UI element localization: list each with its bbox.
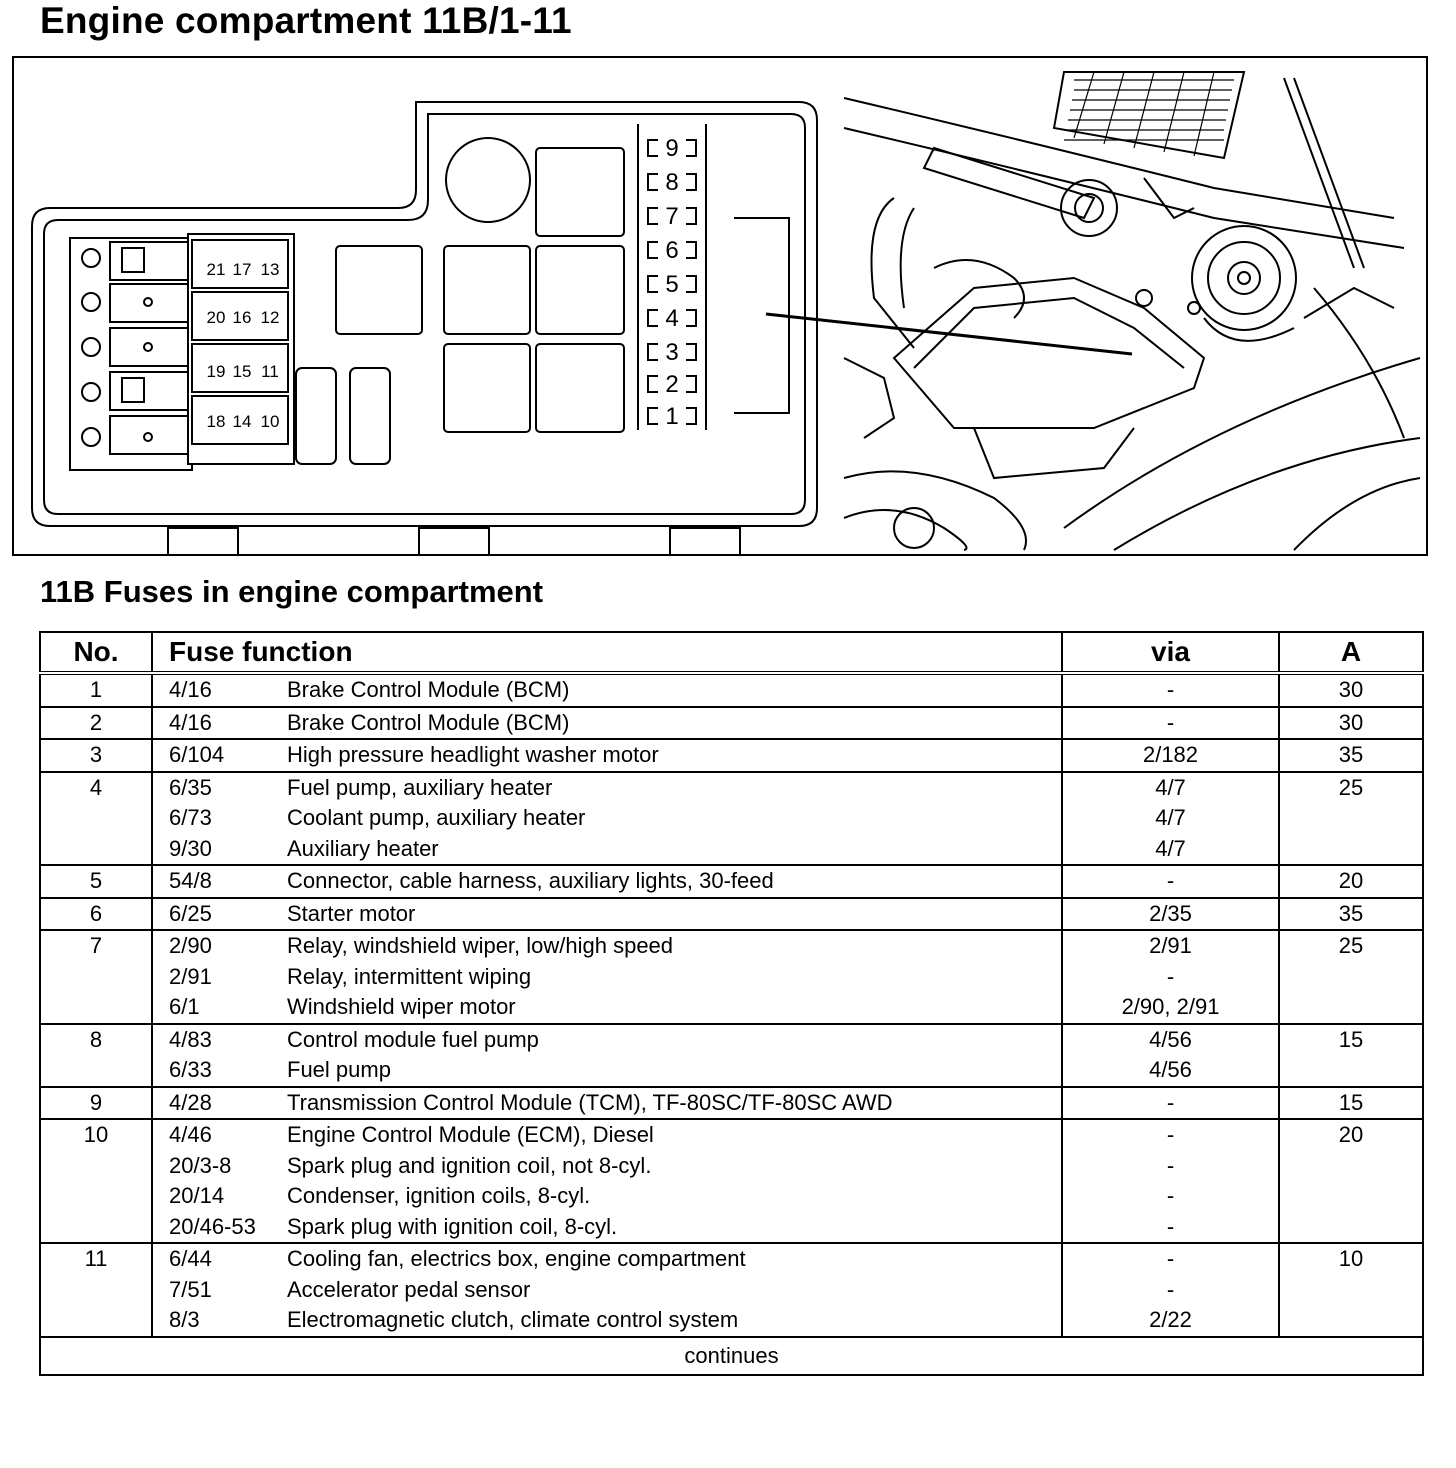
relay (536, 148, 624, 236)
fuse-function (152, 1024, 1062, 1087)
fuse-number-text: 7 (89, 933, 103, 958)
table-row (40, 1087, 1423, 1120)
fuse-box-outline (32, 102, 817, 526)
header-amps: A (1279, 632, 1423, 673)
table-row (40, 1243, 1423, 1337)
component-code: 20/3-8 (169, 1152, 232, 1178)
component-code: 6/1 (169, 994, 200, 1019)
fuse-via (1062, 1243, 1279, 1337)
fuse-number (40, 739, 152, 772)
component-description: Spark plug with ignition coil, 8-cyl. (287, 1213, 618, 1239)
function-line (153, 866, 1061, 897)
via-value: - (1166, 709, 1175, 735)
fuse-number (40, 898, 152, 931)
relay-label: 14 (232, 412, 252, 431)
component-description: Fuel pump (287, 1057, 391, 1082)
component-code: 9/30 (169, 835, 212, 861)
via-value: - (1166, 1183, 1175, 1208)
fuse-via (1062, 772, 1279, 866)
component-code: 6/33 (169, 1057, 212, 1082)
component-code: 4/16 (169, 709, 212, 735)
function-line (153, 1305, 1061, 1336)
component-code: 6/73 (169, 805, 212, 830)
fuse-via (1062, 673, 1279, 707)
component-code: 4/83 (169, 1026, 212, 1052)
function-line (153, 1275, 1061, 1306)
fuse-label: 4 (665, 305, 679, 332)
fuse-number (40, 865, 152, 898)
fuse-amperage (1279, 1119, 1423, 1243)
amperage-value: 15 (1338, 1089, 1364, 1115)
fuse-via (1062, 707, 1279, 740)
table-row (40, 707, 1423, 740)
via-value: - (1166, 963, 1175, 989)
component-code: 4/16 (169, 677, 212, 702)
mounting-tab (168, 528, 238, 554)
fuse-number (40, 673, 152, 707)
relay-label: 13 (260, 260, 280, 279)
relay-block (188, 234, 294, 464)
relay-label: 17 (232, 260, 252, 279)
fuse-function (152, 1087, 1062, 1120)
fuse-number-text: 4 (89, 774, 103, 800)
component-description: Auxiliary heater (287, 835, 439, 861)
function-line (153, 1025, 1061, 1056)
fuse-label: 8 (665, 169, 679, 196)
relay (444, 344, 530, 432)
fuse-function (152, 898, 1062, 931)
table-footer: continues (40, 1337, 1423, 1375)
table-row (40, 898, 1423, 931)
component-code: 54/8 (169, 868, 212, 893)
component-description: Transmission Control Module (TCM), TF-80SC/TF-80SC AWD (287, 1089, 893, 1115)
relay-label: 10 (260, 412, 280, 431)
table-header-row (40, 632, 1423, 673)
fuse-via (1062, 930, 1279, 1024)
via-value: 4/7 (1155, 835, 1186, 861)
fuse-via (1062, 739, 1279, 772)
fuse-via (1062, 865, 1279, 898)
fuse-label: 1 (665, 403, 679, 430)
mounting-tab (419, 528, 489, 554)
amperage-value: 15 (1338, 1026, 1364, 1052)
relay-label: 21 (206, 260, 226, 279)
component-description: Condenser, ignition coils, 8-cyl. (287, 1183, 591, 1208)
component-code: 6/104 (169, 742, 225, 767)
round-component (446, 138, 530, 222)
fuse-number (40, 930, 152, 1024)
function-line (153, 740, 1061, 771)
via-value: 2/90, 2/91 (1121, 994, 1220, 1019)
component-description: Fuel pump, auxiliary heater (287, 774, 553, 800)
table-row (40, 1024, 1423, 1087)
amperage-value: 35 (1338, 900, 1364, 926)
header-no: No. (40, 632, 152, 673)
fuse-function (152, 1119, 1062, 1243)
fuse-function (152, 739, 1062, 772)
component-code: 6/25 (169, 900, 212, 926)
relay (336, 246, 422, 334)
fuse-via (1062, 1087, 1279, 1120)
component-description: Starter motor (287, 900, 416, 926)
fuse-number-text: 5 (89, 868, 103, 893)
fuse-label: 3 (665, 339, 679, 366)
mounting-tab (670, 528, 740, 554)
function-line (153, 1088, 1061, 1119)
component-code: 20/14 (169, 1183, 225, 1208)
via-value: 2/22 (1149, 1307, 1192, 1332)
via-value: 2/182 (1142, 742, 1199, 767)
blade-fuse (350, 368, 390, 464)
function-line (153, 1120, 1061, 1151)
component-code: 4/28 (169, 1089, 212, 1115)
component-code: 6/44 (169, 1246, 212, 1271)
fuse-label: 2 (665, 371, 679, 398)
function-line (153, 1181, 1061, 1212)
table-row (40, 865, 1423, 898)
engine-bay-illustration (766, 72, 1420, 550)
component-description: Relay, windshield wiper, low/high speed (287, 933, 674, 958)
component-code: 7/51 (169, 1276, 212, 1302)
via-value: 2/35 (1149, 900, 1192, 926)
fuse-via (1062, 898, 1279, 931)
fuse-strip (638, 124, 706, 430)
via-value: - (1166, 1122, 1175, 1147)
amperage-value: 20 (1338, 1122, 1364, 1147)
table-row (40, 930, 1423, 1024)
component-code: 20/46-53 (169, 1213, 256, 1239)
amperage-value: 30 (1338, 709, 1364, 735)
fuse-amperage (1279, 1087, 1423, 1120)
fuse-number-text: 1 (89, 677, 103, 702)
component-description: Electromagnetic clutch, climate control system (287, 1307, 739, 1332)
relay-label: 12 (260, 308, 280, 327)
relay (444, 246, 530, 334)
fuse-rows (40, 673, 1423, 1337)
fuse-number (40, 1243, 152, 1337)
fuse-amperage (1279, 1024, 1423, 1087)
via-value: 4/7 (1155, 805, 1186, 830)
fuse-amperage (1279, 930, 1423, 1024)
component-description: Control module fuel pump (287, 1026, 539, 1052)
via-value: 4/7 (1155, 774, 1186, 800)
fuse-amperage (1279, 898, 1423, 931)
fuse-number-text: 6 (89, 900, 103, 926)
component-description: Brake Control Module (BCM) (287, 709, 570, 735)
fuse-label: 9 (665, 135, 679, 162)
amperage-value: 30 (1338, 677, 1364, 702)
component-description: Cooling fan, electrics box, engine compartment (287, 1246, 746, 1271)
fuse-function (152, 707, 1062, 740)
table-row (40, 739, 1423, 772)
fuse-number-text: 11 (84, 1246, 108, 1271)
fuse-number-text: 9 (89, 1089, 103, 1115)
function-line (153, 675, 1061, 706)
amperage-value: 20 (1338, 868, 1364, 893)
function-line (153, 708, 1061, 739)
component-description: Spark plug and ignition coil, not 8-cyl. (287, 1152, 652, 1178)
component-code: 8/3 (169, 1307, 200, 1332)
fuse-amperage (1279, 739, 1423, 772)
relay-label: 15 (232, 362, 252, 381)
function-line (153, 1212, 1061, 1243)
function-line (153, 899, 1061, 930)
fuse-via (1062, 1119, 1279, 1243)
fuse-label: 6 (665, 237, 679, 264)
fuse-number (40, 1119, 152, 1243)
function-line (153, 834, 1061, 865)
fuse-amperage (1279, 707, 1423, 740)
fuse-function (152, 772, 1062, 866)
via-value: - (1166, 1213, 1175, 1239)
amperage-value: 25 (1338, 774, 1364, 800)
fuse-number-text: 3 (89, 742, 103, 767)
via-value: - (1166, 677, 1175, 702)
function-line (153, 1244, 1061, 1275)
relay (536, 344, 624, 432)
amperage-value: 10 (1338, 1246, 1364, 1271)
fuse-function (152, 865, 1062, 898)
fuse-amperage (1279, 772, 1423, 866)
component-description: Connector, cable harness, auxiliary lights, 30-feed (287, 868, 774, 893)
relay-label: 19 (206, 362, 226, 381)
fuse-number-text: 2 (89, 709, 103, 735)
via-value: - (1166, 1246, 1175, 1271)
via-value: 2/91 (1149, 933, 1192, 958)
component-code: 4/46 (169, 1122, 212, 1147)
header-function: Fuse function (152, 632, 1062, 673)
via-value: - (1166, 1276, 1175, 1302)
fuse-number (40, 707, 152, 740)
section-title: 11B Fuses in engine compartment (40, 574, 544, 609)
component-description: Engine Control Module (ECM), Diesel (287, 1122, 654, 1147)
fuse-function (152, 673, 1062, 707)
relay-label: 11 (261, 362, 279, 381)
fuse-label: 5 (665, 271, 679, 298)
fuse-number (40, 772, 152, 866)
fuse-number-text: 10 (83, 1122, 109, 1147)
function-line (153, 773, 1061, 804)
fuse-number (40, 1087, 152, 1120)
fuse-number (40, 1024, 152, 1087)
component-description: High pressure headlight washer motor (287, 742, 659, 767)
blade-fuse (296, 368, 336, 464)
header-via: via (1062, 632, 1279, 673)
function-line (153, 962, 1061, 993)
via-value: - (1166, 1089, 1175, 1115)
table-row (40, 1119, 1423, 1243)
fuse-label: 7 (665, 203, 679, 230)
fuse-table (39, 631, 1424, 1376)
page-title: Engine compartment 11B/1-11 (40, 0, 572, 41)
fuse-amperage (1279, 673, 1423, 707)
function-line (153, 1151, 1061, 1182)
component-description: Brake Control Module (BCM) (287, 677, 570, 702)
amperage-value: 35 (1338, 742, 1364, 767)
fuse-function (152, 1243, 1062, 1337)
relay-label: 20 (206, 308, 226, 327)
component-code: 2/91 (169, 963, 212, 989)
function-line (153, 931, 1061, 962)
table-row (40, 673, 1423, 707)
relay-label: 16 (232, 308, 252, 327)
relay-label: 18 (206, 412, 226, 431)
fuse-number-text: 8 (89, 1026, 103, 1052)
component-code: 2/90 (169, 933, 212, 958)
fuse-function (152, 930, 1062, 1024)
component-description: Windshield wiper motor (287, 994, 516, 1019)
function-line (153, 1055, 1061, 1086)
fuse-amperage (1279, 1243, 1423, 1337)
via-value: - (1166, 868, 1175, 893)
terminal-row (82, 242, 190, 454)
via-value: 4/56 (1149, 1057, 1192, 1082)
component-description: Coolant pump, auxiliary heater (287, 805, 586, 830)
relay (536, 246, 624, 334)
component-code: 6/35 (169, 774, 212, 800)
fuse-via (1062, 1024, 1279, 1087)
fuse-box-diagram (14, 58, 1426, 554)
component-description: Relay, intermittent wiping (287, 963, 532, 989)
via-value: 4/56 (1149, 1026, 1192, 1052)
fuse-box-figure (12, 56, 1428, 556)
function-line (153, 992, 1061, 1023)
amperage-value: 25 (1338, 933, 1364, 958)
table-row (40, 772, 1423, 866)
via-value: - (1166, 1152, 1175, 1178)
function-line (153, 803, 1061, 834)
component-description: Accelerator pedal sensor (287, 1276, 531, 1302)
fuse-amperage (1279, 865, 1423, 898)
